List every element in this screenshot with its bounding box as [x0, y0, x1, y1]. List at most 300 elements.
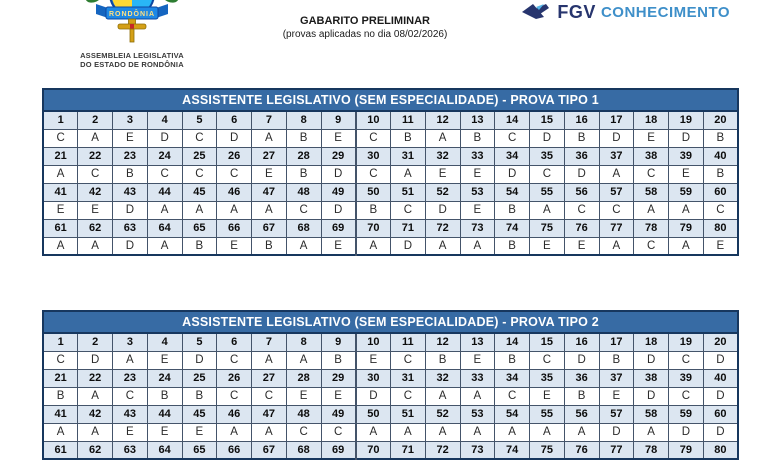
answer-cell: C	[252, 387, 287, 405]
question-number-cell: 44	[147, 183, 182, 201]
question-number-cell: 67	[252, 219, 287, 237]
fgv-conhecimento-logo	[522, 2, 730, 23]
answer-cell: B	[182, 387, 217, 405]
answer-cell: A	[530, 201, 565, 219]
document-header	[235, 15, 495, 40]
answer-cell: A	[43, 423, 78, 441]
answer-row	[43, 165, 738, 183]
question-number-cell: 15	[530, 333, 565, 351]
answer-cell: C	[530, 351, 565, 369]
question-number-cell: 30	[356, 369, 391, 387]
answer-cell: D	[182, 351, 217, 369]
answer-cell: D	[703, 423, 738, 441]
question-number-cell: 8	[286, 333, 321, 351]
question-number-cell: 29	[321, 147, 356, 165]
answer-key-table	[42, 310, 739, 460]
answer-cell: A	[460, 387, 495, 405]
question-number-cell: 50	[356, 405, 391, 423]
question-number-cell: 18	[634, 333, 669, 351]
question-number-cell: 57	[599, 405, 634, 423]
question-number-cell: 40	[703, 369, 738, 387]
answer-cell: D	[669, 423, 704, 441]
answer-cell: C	[564, 201, 599, 219]
answer-table-prova-tipo-2	[42, 310, 739, 460]
answer-cell: E	[147, 423, 182, 441]
answer-cell: C	[669, 351, 704, 369]
question-number-cell: 58	[634, 183, 669, 201]
question-number-cell: 76	[564, 441, 599, 459]
question-number-cell: 52	[425, 405, 460, 423]
question-number-cell: 9	[321, 333, 356, 351]
answer-cell: B	[599, 351, 634, 369]
question-number-cell: 45	[182, 183, 217, 201]
question-number-cell: 40	[703, 147, 738, 165]
answer-cell: C	[286, 201, 321, 219]
answer-cell: B	[425, 351, 460, 369]
answer-cell: E	[460, 165, 495, 183]
answer-cell: B	[703, 165, 738, 183]
answer-cell: B	[495, 201, 530, 219]
question-number-cell: 3	[113, 333, 148, 351]
answer-cell: A	[425, 423, 460, 441]
question-number-cell: 14	[495, 111, 530, 129]
answer-cell: A	[634, 423, 669, 441]
answer-cell: E	[286, 387, 321, 405]
question-number-cell: 36	[564, 369, 599, 387]
answer-cell: C	[391, 201, 426, 219]
answer-cell: A	[460, 237, 495, 255]
answer-cell: A	[252, 129, 287, 147]
rondonia-banner-text: RONDÔNIA	[108, 11, 156, 18]
answer-cell: C	[78, 165, 113, 183]
question-number-cell: 62	[78, 441, 113, 459]
rondonia-coat-of-arms	[72, 0, 192, 69]
answer-cell: A	[495, 423, 530, 441]
question-number-cell: 64	[147, 219, 182, 237]
answer-cell: C	[634, 165, 669, 183]
answer-cell: D	[564, 165, 599, 183]
answer-cell: B	[391, 129, 426, 147]
answer-cell: E	[634, 129, 669, 147]
question-number-cell: 8	[286, 111, 321, 129]
answer-cell: A	[425, 129, 460, 147]
question-number-cell: 15	[530, 111, 565, 129]
answer-cell: A	[182, 201, 217, 219]
question-number-cell: 56	[564, 405, 599, 423]
question-number-cell: 75	[530, 219, 565, 237]
answer-cell: E	[425, 165, 460, 183]
answer-cell: A	[78, 423, 113, 441]
answer-cell: A	[564, 423, 599, 441]
question-number-cell: 17	[599, 333, 634, 351]
question-number-cell: 37	[599, 369, 634, 387]
question-number-cell: 36	[564, 147, 599, 165]
question-number-cell: 65	[182, 219, 217, 237]
question-number-cell: 21	[43, 147, 78, 165]
question-number-row	[43, 183, 738, 201]
answer-cell: C	[43, 129, 78, 147]
answer-cell: A	[113, 351, 148, 369]
answer-cell: D	[703, 351, 738, 369]
answer-row	[43, 201, 738, 219]
answer-cell: D	[599, 129, 634, 147]
question-number-cell: 80	[703, 441, 738, 459]
question-number-cell: 59	[669, 405, 704, 423]
question-number-cell: 32	[425, 147, 460, 165]
question-number-cell: 1	[43, 333, 78, 351]
question-number-cell: 44	[147, 405, 182, 423]
question-number-cell: 12	[425, 333, 460, 351]
question-number-cell: 54	[495, 405, 530, 423]
question-number-cell: 46	[217, 183, 252, 201]
question-number-cell: 66	[217, 441, 252, 459]
answer-cell: A	[356, 237, 391, 255]
answer-cell: A	[286, 237, 321, 255]
answer-cell: E	[217, 237, 252, 255]
question-number-cell: 52	[425, 183, 460, 201]
question-number-cell: 11	[391, 111, 426, 129]
question-number-cell: 49	[321, 183, 356, 201]
question-number-cell: 60	[703, 405, 738, 423]
question-number-cell: 80	[703, 219, 738, 237]
answer-cell: D	[530, 129, 565, 147]
answer-cell: D	[321, 165, 356, 183]
answer-cell: D	[634, 351, 669, 369]
question-number-cell: 12	[425, 111, 460, 129]
question-number-cell: 74	[495, 441, 530, 459]
answer-cell: E	[147, 351, 182, 369]
answer-cell: D	[425, 201, 460, 219]
question-number-cell: 46	[217, 405, 252, 423]
question-number-cell: 10	[356, 111, 391, 129]
question-number-cell: 50	[356, 183, 391, 201]
answer-cell: C	[113, 387, 148, 405]
fgv-brand-suffix: CONHECIMENTO	[600, 4, 730, 21]
answer-cell: A	[217, 423, 252, 441]
answer-cell: C	[669, 387, 704, 405]
question-number-cell: 51	[391, 183, 426, 201]
answer-cell: A	[286, 351, 321, 369]
question-number-cell: 32	[425, 369, 460, 387]
question-number-cell: 10	[356, 333, 391, 351]
answer-cell: C	[599, 201, 634, 219]
question-number-cell: 66	[217, 219, 252, 237]
question-number-cell: 74	[495, 219, 530, 237]
question-number-cell: 47	[252, 405, 287, 423]
answer-cell: A	[78, 237, 113, 255]
question-number-cell: 29	[321, 369, 356, 387]
question-number-cell: 48	[286, 183, 321, 201]
question-number-cell: 38	[634, 147, 669, 165]
question-number-cell: 27	[252, 147, 287, 165]
answer-cell: E	[113, 129, 148, 147]
question-number-cell: 65	[182, 441, 217, 459]
question-number-cell: 11	[391, 333, 426, 351]
answer-cell: C	[286, 423, 321, 441]
question-number-cell: 24	[147, 147, 182, 165]
question-number-cell: 49	[321, 405, 356, 423]
question-number-cell: 57	[599, 183, 634, 201]
question-number-cell: 78	[634, 441, 669, 459]
answer-cell: B	[703, 129, 738, 147]
answer-table-prova-tipo-1	[42, 88, 739, 256]
question-number-cell: 78	[634, 219, 669, 237]
answer-cell: D	[217, 129, 252, 147]
org-name-line-1: ASSEMBLEIA LEGISLATIVA	[80, 51, 184, 60]
question-number-cell: 18	[634, 111, 669, 129]
answer-cell: E	[669, 165, 704, 183]
answer-cell: E	[321, 129, 356, 147]
question-number-cell: 43	[113, 405, 148, 423]
question-number-cell: 67	[252, 441, 287, 459]
question-number-cell: 79	[669, 219, 704, 237]
answer-cell: E	[703, 237, 738, 255]
answer-cell: C	[217, 351, 252, 369]
question-number-row	[43, 441, 738, 459]
answer-cell: C	[147, 165, 182, 183]
question-number-row	[43, 369, 738, 387]
question-number-cell: 58	[634, 405, 669, 423]
answer-cell: A	[425, 387, 460, 405]
question-number-cell: 45	[182, 405, 217, 423]
question-number-cell: 28	[286, 369, 321, 387]
question-number-row	[43, 405, 738, 423]
question-number-cell: 37	[599, 147, 634, 165]
answer-cell: A	[252, 423, 287, 441]
question-number-cell: 34	[495, 369, 530, 387]
question-number-cell: 3	[113, 111, 148, 129]
answer-cell: C	[495, 129, 530, 147]
question-number-cell: 19	[669, 111, 704, 129]
table-title: ASSISTENTE LEGISLATIVO (SEM ESPECIALIDADE) - PROVA TIPO 2	[43, 311, 738, 333]
answer-cell: A	[599, 165, 634, 183]
question-number-cell: 68	[286, 441, 321, 459]
answer-cell: B	[286, 165, 321, 183]
question-number-cell: 62	[78, 219, 113, 237]
question-number-cell: 26	[217, 147, 252, 165]
answer-cell: E	[321, 237, 356, 255]
answer-cell: D	[147, 129, 182, 147]
question-number-cell: 22	[78, 369, 113, 387]
question-number-cell: 41	[43, 405, 78, 423]
question-number-cell: 64	[147, 441, 182, 459]
answer-cell: A	[147, 237, 182, 255]
answer-cell: B	[321, 351, 356, 369]
question-number-cell: 55	[530, 405, 565, 423]
answer-cell: D	[703, 387, 738, 405]
question-number-cell: 1	[43, 111, 78, 129]
question-number-cell: 34	[495, 147, 530, 165]
question-number-cell: 53	[460, 183, 495, 201]
answer-cell: B	[43, 387, 78, 405]
question-number-cell: 19	[669, 333, 704, 351]
answer-cell: A	[356, 423, 391, 441]
question-number-cell: 61	[43, 219, 78, 237]
question-number-cell: 42	[78, 183, 113, 201]
answer-cell: B	[147, 387, 182, 405]
question-number-cell: 2	[78, 333, 113, 351]
answer-cell: E	[78, 201, 113, 219]
answer-cell: D	[321, 201, 356, 219]
question-number-cell: 6	[217, 333, 252, 351]
answer-cell: C	[703, 201, 738, 219]
answer-row	[43, 351, 738, 369]
answer-cell: C	[634, 237, 669, 255]
question-number-cell: 22	[78, 147, 113, 165]
question-number-row	[43, 147, 738, 165]
answer-cell: B	[182, 237, 217, 255]
answer-cell: A	[391, 165, 426, 183]
answer-cell: A	[217, 201, 252, 219]
answer-cell: B	[113, 165, 148, 183]
question-number-row	[43, 219, 738, 237]
answer-cell: E	[182, 423, 217, 441]
question-number-cell: 13	[460, 333, 495, 351]
answer-cell: C	[217, 165, 252, 183]
question-number-cell: 48	[286, 405, 321, 423]
org-name-line-2: DO ESTADO DE RONDÔNIA	[80, 60, 184, 69]
answer-cell: E	[43, 201, 78, 219]
question-number-cell: 63	[113, 441, 148, 459]
question-number-cell: 31	[391, 147, 426, 165]
question-number-cell: 72	[425, 441, 460, 459]
answer-cell: E	[113, 423, 148, 441]
question-number-cell: 60	[703, 183, 738, 201]
question-number-cell: 51	[391, 405, 426, 423]
answer-cell: A	[530, 423, 565, 441]
question-number-cell: 72	[425, 219, 460, 237]
question-number-cell: 76	[564, 219, 599, 237]
answer-cell: B	[495, 351, 530, 369]
question-number-cell: 77	[599, 441, 634, 459]
question-number-cell: 39	[669, 369, 704, 387]
answer-cell: E	[356, 351, 391, 369]
question-number-cell: 54	[495, 183, 530, 201]
table-title: ASSISTENTE LEGISLATIVO (SEM ESPECIALIDADE) - PROVA TIPO 1	[43, 89, 738, 111]
question-number-cell: 77	[599, 219, 634, 237]
answer-cell: C	[495, 387, 530, 405]
question-number-cell: 7	[252, 111, 287, 129]
question-number-cell: 26	[217, 369, 252, 387]
question-number-row	[43, 333, 738, 351]
answer-cell: D	[564, 351, 599, 369]
page-subtitle: (provas aplicadas no dia 08/02/2026)	[282, 29, 448, 40]
answer-cell: C	[391, 387, 426, 405]
question-number-cell: 43	[113, 183, 148, 201]
answer-cell: E	[564, 237, 599, 255]
question-number-cell: 63	[113, 219, 148, 237]
question-number-cell: 24	[147, 369, 182, 387]
answer-cell: C	[43, 351, 78, 369]
question-number-cell: 5	[182, 111, 217, 129]
question-number-cell: 28	[286, 147, 321, 165]
answer-cell: C	[530, 165, 565, 183]
answer-cell: C	[391, 351, 426, 369]
question-number-cell: 56	[564, 183, 599, 201]
answer-cell: C	[217, 387, 252, 405]
question-number-cell: 53	[460, 405, 495, 423]
question-number-cell: 38	[634, 369, 669, 387]
question-number-cell: 16	[564, 333, 599, 351]
question-number-cell: 21	[43, 369, 78, 387]
question-number-cell: 7	[252, 333, 287, 351]
answer-cell: E	[530, 237, 565, 255]
question-number-row	[43, 111, 738, 129]
question-number-cell: 68	[286, 219, 321, 237]
answer-row	[43, 423, 738, 441]
answer-cell: A	[78, 129, 113, 147]
question-number-cell: 31	[391, 369, 426, 387]
answer-row	[43, 237, 738, 255]
answer-key-table	[42, 88, 739, 256]
question-number-cell: 70	[356, 219, 391, 237]
answer-cell: D	[495, 165, 530, 183]
answer-cell: A	[391, 423, 426, 441]
answer-cell: D	[113, 201, 148, 219]
answer-row	[43, 129, 738, 147]
question-number-cell: 4	[147, 111, 182, 129]
question-number-cell: 16	[564, 111, 599, 129]
question-number-cell: 73	[460, 219, 495, 237]
answer-cell: A	[460, 423, 495, 441]
question-number-cell: 71	[391, 441, 426, 459]
answer-cell: A	[147, 201, 182, 219]
question-number-cell: 14	[495, 333, 530, 351]
question-number-cell: 47	[252, 183, 287, 201]
question-number-cell: 25	[182, 147, 217, 165]
fgv-logo-mark-icon	[522, 3, 552, 23]
question-number-cell: 59	[669, 183, 704, 201]
answer-cell: B	[564, 129, 599, 147]
question-number-cell: 39	[669, 147, 704, 165]
question-number-cell: 75	[530, 441, 565, 459]
question-number-cell: 30	[356, 147, 391, 165]
question-number-cell: 27	[252, 369, 287, 387]
answer-cell: E	[460, 201, 495, 219]
answer-cell: B	[286, 129, 321, 147]
question-number-cell: 73	[460, 441, 495, 459]
page-title: GABARITO PRELIMINAR	[300, 15, 430, 27]
question-number-cell: 23	[113, 147, 148, 165]
answer-cell: A	[43, 237, 78, 255]
question-number-cell: 55	[530, 183, 565, 201]
answer-cell: C	[182, 165, 217, 183]
answer-cell: E	[252, 165, 287, 183]
answer-cell: D	[78, 351, 113, 369]
question-number-cell: 35	[530, 147, 565, 165]
question-number-cell: 20	[703, 111, 738, 129]
question-number-cell: 13	[460, 111, 495, 129]
answer-cell: E	[460, 351, 495, 369]
answer-cell: A	[669, 201, 704, 219]
question-number-cell: 41	[43, 183, 78, 201]
answer-cell: C	[356, 129, 391, 147]
answer-cell: A	[425, 237, 460, 255]
question-number-cell: 69	[321, 219, 356, 237]
fgv-brand-name: FGV	[557, 2, 596, 22]
question-number-cell: 71	[391, 219, 426, 237]
question-number-cell: 2	[78, 111, 113, 129]
answer-cell: C	[182, 129, 217, 147]
answer-cell: A	[252, 201, 287, 219]
answer-cell: A	[43, 165, 78, 183]
answer-cell: B	[356, 201, 391, 219]
question-number-cell: 33	[460, 147, 495, 165]
answer-row	[43, 387, 738, 405]
answer-cell: A	[599, 237, 634, 255]
question-number-cell: 61	[43, 441, 78, 459]
question-number-cell: 42	[78, 405, 113, 423]
